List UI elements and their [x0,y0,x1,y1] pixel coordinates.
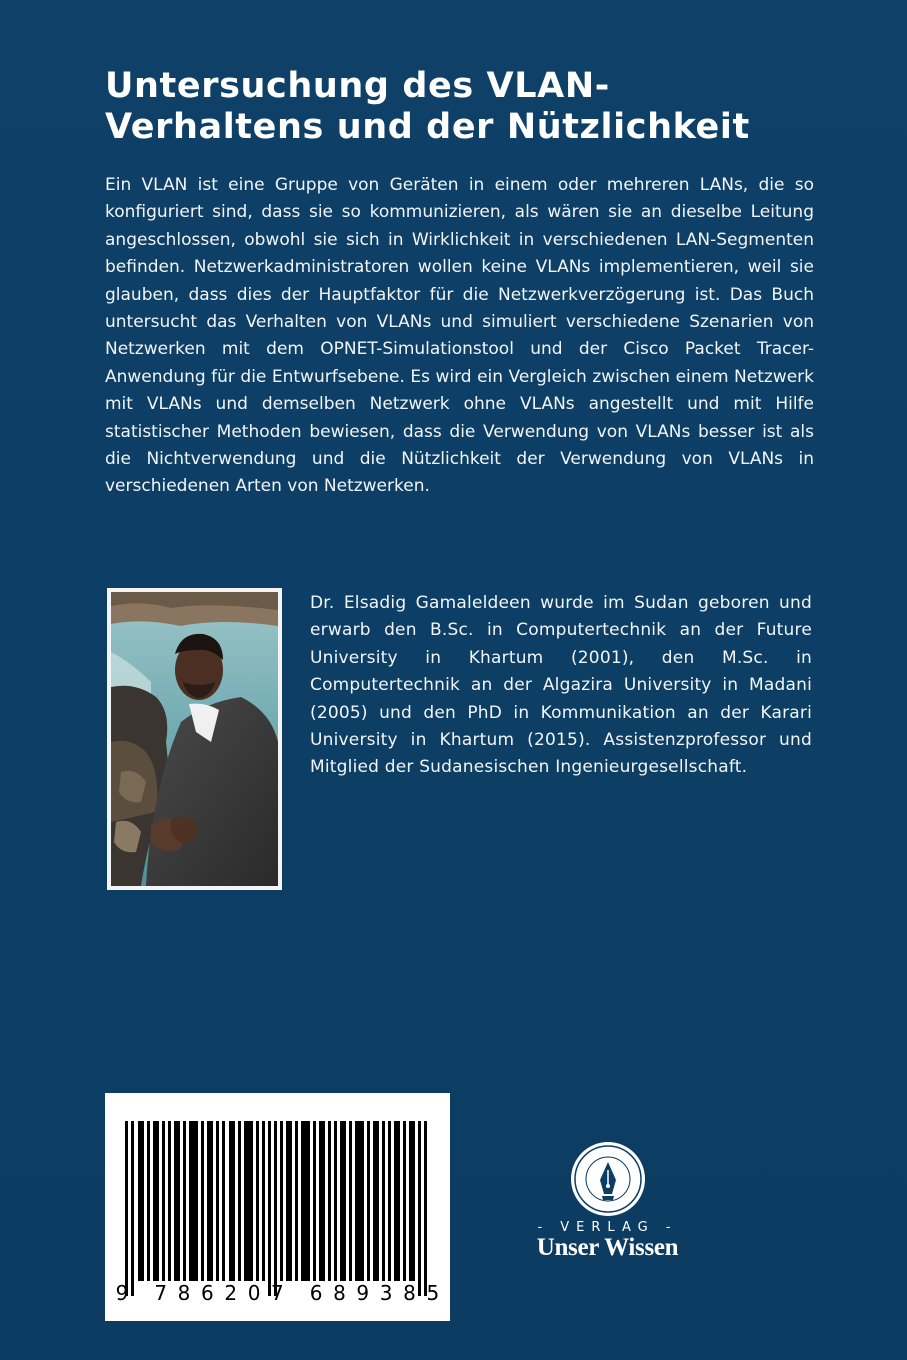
isbn-digit: 8 [333,1281,346,1305]
title-line-1: Untersuchung des VLAN- [105,66,610,106]
isbn-digit: 0 [247,1281,261,1305]
isbn-number [115,1281,440,1305]
publisher-logo [520,1140,695,1265]
isbn-digit: 9 [356,1281,370,1305]
isbn-digit: 7 [154,1281,168,1305]
isbn-digit: 8 [403,1281,416,1305]
author-bio: Dr. Elsadig Gamaleldeen wurde im Sudan geboren und erwarb den B.Sc. in Computertechnik an der Future University in Khartum (2001), den M.Sc. in Computertechnik an der Algazira University in Madani (2005) und den PhD in Kommunikation an der Karari University in Khartum (2015). Assistenzprofessor und Mitglied der Sudanesischen Ingenieurgesellschaft. [310,593,812,778]
isbn-barcode [105,1093,450,1321]
book-description: Ein VLAN ist eine Gruppe von Geräten in einem oder mehreren LANs, die so konfiguriert sind, dass sie so kommunizieren, als wären sie an dieselbe Leitung angeschlossen, obwohl sie sich in Wirklichkeit in verschiedenen LAN-Segmenten befinden. Netzwerkadministratoren wollen keine VLANs implementieren, weil sie glauben, dass dies der Hauptfaktor für die Netzwerkverzögerung ist. Das Buch untersucht das Verhalten von VLANs und simuliert verschiedene Szenarien von Netzwerken mit dem OPNET-Simulationstool und der Cisco Packet Tracer-Anwendung für die Entwurfsebene. Es wird ein Vergleich zwischen einem Netzwerk mit VLANs und demselben Netzwerk ohne VLANs angestellt und mit Hilfe statistischer Methoden bewiesen, dass die Verwendung von VLANs besser ist als die Nichtverwendung und die Nützlichkeit der Verwendung von VLANs in verschiedenen Arten von Netzwerken. [105,175,814,497]
isbn-digit: 5 [426,1281,440,1305]
isbn-digit: 7 [271,1281,284,1305]
isbn-digit: 9 [115,1281,129,1305]
isbn-digit: 6 [309,1281,323,1305]
isbn-digit: 8 [177,1281,191,1305]
book-title [105,66,825,148]
verlag-label: - VERLAG - [537,1220,678,1235]
fountain-pen-seal-icon [569,1140,647,1218]
title-line-2: Verhaltens und der Nützlichkeit [105,107,750,147]
isbn-digit: 2 [224,1281,238,1305]
author-photo [111,592,278,886]
isbn-digit: 6 [201,1281,214,1305]
publisher-name: Unser Wissen [536,1234,679,1261]
isbn-digit: 3 [379,1281,393,1305]
author-photo-frame [107,588,282,890]
